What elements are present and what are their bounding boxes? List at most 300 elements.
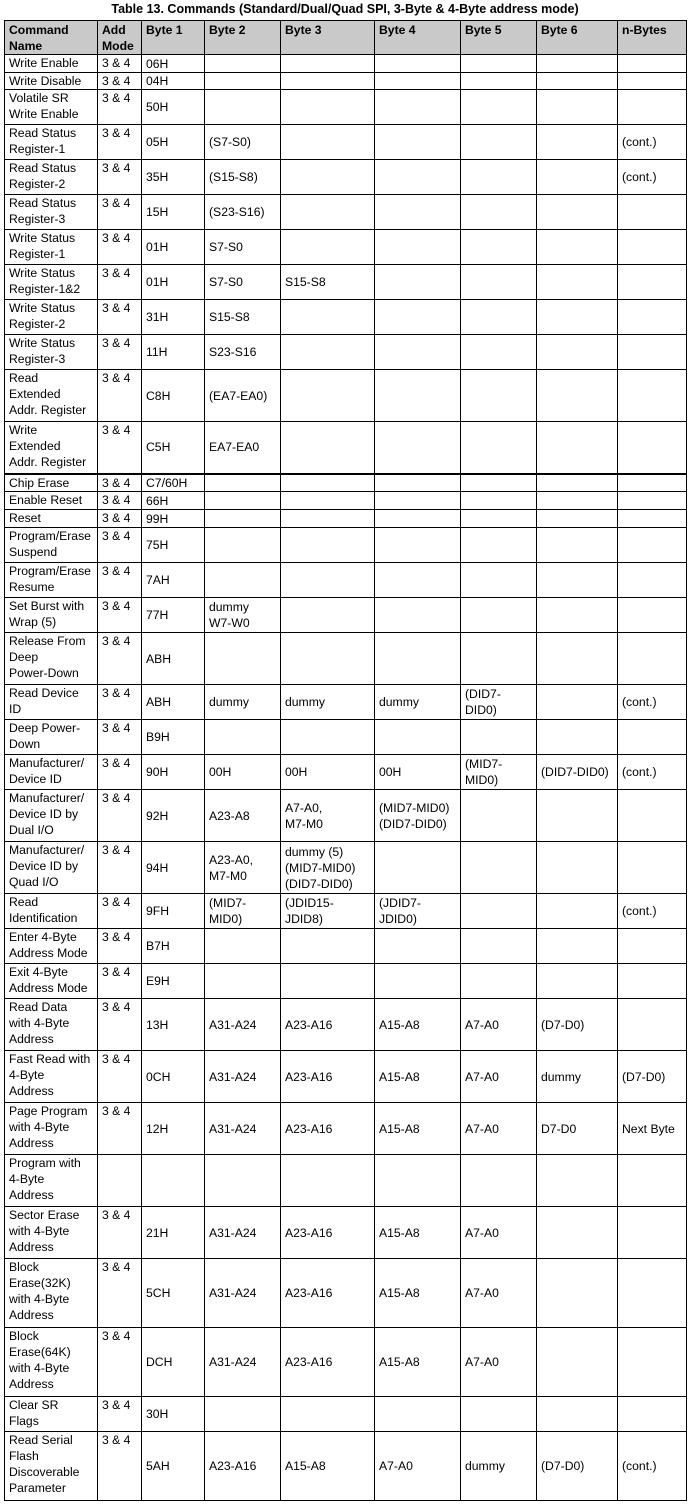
byte-5-cell xyxy=(461,265,537,300)
add-mode-cell: 3 & 4 xyxy=(98,720,142,755)
command-name-cell: Set Burst with Wrap (5) xyxy=(5,598,98,633)
byte-3-cell xyxy=(281,160,375,195)
add-mode-cell: 3 & 4 xyxy=(98,999,142,1051)
byte-6-cell xyxy=(537,1397,618,1432)
byte-4-cell xyxy=(375,160,461,195)
byte-1-cell: 01H xyxy=(142,230,205,265)
byte-5-cell xyxy=(461,1397,537,1432)
byte-5-cell: A7-A0 xyxy=(461,1207,537,1259)
table-row xyxy=(5,1397,687,1432)
byte-3-cell xyxy=(281,929,375,964)
add-mode-cell: 3 & 4 xyxy=(98,370,142,422)
n-bytes-cell xyxy=(618,563,687,598)
byte-2-cell xyxy=(205,510,281,528)
byte-4-cell: A15-A8 xyxy=(375,1103,461,1155)
byte-5-cell: A7-A0 xyxy=(461,1259,537,1328)
byte-1-cell: 31H xyxy=(142,300,205,335)
byte-3-cell xyxy=(281,633,375,685)
byte-1-cell: DCH xyxy=(142,1328,205,1397)
header-byte-2: Byte 2 xyxy=(205,21,281,55)
byte-1-cell: 21H xyxy=(142,1207,205,1259)
byte-2-cell: A31-A24 xyxy=(205,1207,281,1259)
n-bytes-cell xyxy=(618,230,687,265)
byte-6-cell xyxy=(537,964,618,999)
byte-1-cell: 92H xyxy=(142,790,205,842)
n-bytes-cell xyxy=(618,720,687,755)
command-name-cell: Read Status Register-3 xyxy=(5,195,98,230)
byte-3-cell xyxy=(281,964,375,999)
byte-2-cell xyxy=(205,720,281,755)
table-row xyxy=(5,73,687,90)
n-bytes-cell xyxy=(618,422,687,474)
add-mode-cell: 3 & 4 xyxy=(98,55,142,73)
byte-6-cell xyxy=(537,195,618,230)
byte-2-cell: A31-A24 xyxy=(205,1259,281,1328)
command-name-cell: Sector Erase with 4-Byte Address xyxy=(5,1207,98,1259)
table-row xyxy=(5,1207,687,1259)
byte-5-cell xyxy=(461,510,537,528)
byte-2-cell: S7-S0 xyxy=(205,230,281,265)
byte-4-cell xyxy=(375,335,461,370)
byte-4-cell: 00H xyxy=(375,755,461,790)
command-name-cell: Page Program with 4-Byte Address xyxy=(5,1103,98,1155)
byte-3-cell: dummy xyxy=(281,685,375,720)
add-mode-cell: 3 & 4 xyxy=(98,598,142,633)
byte-3-cell xyxy=(281,1397,375,1432)
byte-6-cell xyxy=(537,1207,618,1259)
byte-3-cell xyxy=(281,528,375,563)
byte-2-cell xyxy=(205,492,281,510)
command-name-cell: Read Data with 4-Byte Address xyxy=(5,999,98,1051)
n-bytes-cell xyxy=(618,370,687,422)
n-bytes-cell: (cont.) xyxy=(618,894,687,929)
command-name-cell: Release From Deep Power-Down xyxy=(5,633,98,685)
command-name-cell: Chip Erase xyxy=(5,474,98,492)
add-mode-cell: 3 & 4 xyxy=(98,528,142,563)
byte-2-cell: EA7-EA0 xyxy=(205,422,281,474)
byte-6-cell xyxy=(537,563,618,598)
byte-6-cell xyxy=(537,492,618,510)
n-bytes-cell: (cont.) xyxy=(618,160,687,195)
byte-3-cell xyxy=(281,55,375,73)
byte-2-cell: A31-A24 xyxy=(205,999,281,1051)
byte-3-cell xyxy=(281,73,375,90)
command-name-cell: Read Device ID xyxy=(5,685,98,720)
byte-2-cell: A31-A24 xyxy=(205,1328,281,1397)
table-row xyxy=(5,230,687,265)
byte-4-cell: A15-A8 xyxy=(375,999,461,1051)
n-bytes-cell: (cont.) xyxy=(618,685,687,720)
table-row xyxy=(5,790,687,842)
byte-2-cell: (S7-S0) xyxy=(205,125,281,160)
command-name-cell: Block Erase(32K) with 4-Byte Address xyxy=(5,1259,98,1328)
byte-3-cell xyxy=(281,300,375,335)
byte-3-cell xyxy=(281,1155,375,1207)
byte-1-cell: 94H xyxy=(142,842,205,894)
table-row xyxy=(5,265,687,300)
byte-6-cell: dummy xyxy=(537,1051,618,1103)
table-row xyxy=(5,335,687,370)
byte-5-cell xyxy=(461,422,537,474)
table-row xyxy=(5,510,687,528)
byte-5-cell xyxy=(461,230,537,265)
byte-2-cell xyxy=(205,528,281,563)
byte-1-cell: ABH xyxy=(142,685,205,720)
byte-5-cell xyxy=(461,790,537,842)
byte-2-cell xyxy=(205,90,281,125)
command-name-cell: Program/Erase Resume xyxy=(5,563,98,598)
byte-2-cell: S23-S16 xyxy=(205,335,281,370)
n-bytes-cell xyxy=(618,842,687,894)
byte-4-cell: A15-A8 xyxy=(375,1328,461,1397)
byte-2-cell: A23-A8 xyxy=(205,790,281,842)
command-name-cell: Read Serial Flash Discoverable Parameter xyxy=(5,1432,98,1501)
byte-3-cell xyxy=(281,474,375,492)
byte-6-cell xyxy=(537,598,618,633)
add-mode-cell: 3 & 4 xyxy=(98,894,142,929)
n-bytes-cell xyxy=(618,929,687,964)
byte-1-cell: C7/60H xyxy=(142,474,205,492)
table-row xyxy=(5,1328,687,1397)
header-byte-3: Byte 3 xyxy=(281,21,375,55)
byte-5-cell xyxy=(461,842,537,894)
byte-6-cell xyxy=(537,510,618,528)
byte-2-cell: S7-S0 xyxy=(205,265,281,300)
byte-3-cell: A23-A16 xyxy=(281,1051,375,1103)
command-name-cell: Read Extended Addr. Register xyxy=(5,370,98,422)
byte-4-cell xyxy=(375,195,461,230)
byte-4-cell: (JDID7- JDID0) xyxy=(375,894,461,929)
add-mode-cell: 3 & 4 xyxy=(98,1103,142,1155)
byte-3-cell xyxy=(281,492,375,510)
byte-2-cell: A31-A24 xyxy=(205,1051,281,1103)
byte-3-cell: A15-A8 xyxy=(281,1432,375,1501)
byte-6-cell xyxy=(537,125,618,160)
byte-5-cell xyxy=(461,370,537,422)
table-row xyxy=(5,370,687,422)
byte-3-cell: A23-A16 xyxy=(281,1259,375,1328)
add-mode-cell: 3 & 4 xyxy=(98,492,142,510)
command-name-cell: Program/Erase Suspend xyxy=(5,528,98,563)
header-command-name: Command Name xyxy=(5,21,98,55)
n-bytes-cell xyxy=(618,1155,687,1207)
byte-6-cell: D7-D0 xyxy=(537,1103,618,1155)
byte-1-cell: 30H xyxy=(142,1397,205,1432)
byte-2-cell: A31-A24 xyxy=(205,1103,281,1155)
byte-6-cell xyxy=(537,160,618,195)
add-mode-cell: 3 & 4 xyxy=(98,422,142,474)
table-row xyxy=(5,633,687,685)
byte-3-cell xyxy=(281,598,375,633)
byte-2-cell: A23-A16 xyxy=(205,1432,281,1501)
byte-2-cell xyxy=(205,474,281,492)
byte-2-cell xyxy=(205,929,281,964)
add-mode-cell: 3 & 4 xyxy=(98,633,142,685)
byte-4-cell xyxy=(375,633,461,685)
n-bytes-cell xyxy=(618,300,687,335)
byte-5-cell xyxy=(461,633,537,685)
command-name-cell: Read Identification xyxy=(5,894,98,929)
byte-6-cell xyxy=(537,894,618,929)
n-bytes-cell xyxy=(618,73,687,90)
header-byte-6: Byte 6 xyxy=(537,21,618,55)
add-mode-cell: 3 & 4 xyxy=(98,230,142,265)
byte-3-cell: A23-A16 xyxy=(281,1103,375,1155)
table-row xyxy=(5,474,687,492)
command-name-cell: Manufacturer/ Device ID by Quad I/O xyxy=(5,842,98,894)
byte-5-cell xyxy=(461,929,537,964)
add-mode-cell: 3 & 4 xyxy=(98,474,142,492)
byte-2-cell xyxy=(205,73,281,90)
n-bytes-cell xyxy=(618,1207,687,1259)
byte-3-cell: 00H xyxy=(281,755,375,790)
byte-6-cell xyxy=(537,265,618,300)
n-bytes-cell xyxy=(618,265,687,300)
command-name-cell: Deep Power- Down xyxy=(5,720,98,755)
byte-4-cell xyxy=(375,300,461,335)
command-name-cell: Enter 4-Byte Address Mode xyxy=(5,929,98,964)
byte-5-cell xyxy=(461,73,537,90)
n-bytes-cell: Next Byte xyxy=(618,1103,687,1155)
byte-4-cell xyxy=(375,125,461,160)
byte-3-cell xyxy=(281,335,375,370)
header-byte-1: Byte 1 xyxy=(142,21,205,55)
byte-4-cell: A7-A0 xyxy=(375,1432,461,1501)
add-mode-cell: 3 & 4 xyxy=(98,510,142,528)
add-mode-cell: 3 & 4 xyxy=(98,160,142,195)
byte-4-cell: A15-A8 xyxy=(375,1051,461,1103)
byte-1-cell: 35H xyxy=(142,160,205,195)
byte-5-cell xyxy=(461,55,537,73)
add-mode-cell: 3 & 4 xyxy=(98,195,142,230)
add-mode-cell: 3 & 4 xyxy=(98,1259,142,1328)
add-mode-cell: 3 & 4 xyxy=(98,685,142,720)
table-row xyxy=(5,563,687,598)
n-bytes-cell xyxy=(618,1259,687,1328)
byte-3-cell xyxy=(281,125,375,160)
byte-5-cell xyxy=(461,335,537,370)
byte-2-cell xyxy=(205,1397,281,1432)
byte-4-cell xyxy=(375,370,461,422)
command-name-cell: Write Status Register-1&2 xyxy=(5,265,98,300)
add-mode-cell: 3 & 4 xyxy=(98,1397,142,1432)
byte-5-cell: A7-A0 xyxy=(461,1103,537,1155)
add-mode-cell xyxy=(98,1155,142,1207)
command-name-cell: Write Status Register-3 xyxy=(5,335,98,370)
byte-4-cell xyxy=(375,598,461,633)
byte-2-cell xyxy=(205,563,281,598)
command-name-cell: Manufacturer/ Device ID xyxy=(5,755,98,790)
command-name-cell: Reset xyxy=(5,510,98,528)
byte-2-cell: S15-S8 xyxy=(205,300,281,335)
table-row xyxy=(5,842,687,894)
table-row xyxy=(5,598,687,633)
byte-2-cell: dummy xyxy=(205,685,281,720)
byte-1-cell: 12H xyxy=(142,1103,205,1155)
table-row xyxy=(5,422,687,474)
byte-5-cell: A7-A0 xyxy=(461,999,537,1051)
byte-2-cell: (MID7- MID0) xyxy=(205,894,281,929)
add-mode-cell: 3 & 4 xyxy=(98,842,142,894)
byte-1-cell: 13H xyxy=(142,999,205,1051)
byte-4-cell xyxy=(375,528,461,563)
table-row xyxy=(5,755,687,790)
table-row xyxy=(5,894,687,929)
byte-2-cell: dummy W7-W0 xyxy=(205,598,281,633)
command-name-cell: Read Status Register-1 xyxy=(5,125,98,160)
command-name-cell: Write Enable xyxy=(5,55,98,73)
byte-1-cell: 11H xyxy=(142,335,205,370)
add-mode-cell: 3 & 4 xyxy=(98,265,142,300)
byte-4-cell xyxy=(375,720,461,755)
byte-3-cell xyxy=(281,370,375,422)
n-bytes-cell xyxy=(618,492,687,510)
table-row xyxy=(5,195,687,230)
byte-1-cell: 90H xyxy=(142,755,205,790)
n-bytes-cell xyxy=(618,510,687,528)
table-row xyxy=(5,1051,687,1103)
byte-5-cell xyxy=(461,964,537,999)
n-bytes-cell xyxy=(618,964,687,999)
byte-5-cell: A7-A0 xyxy=(461,1051,537,1103)
table-row xyxy=(5,125,687,160)
byte-3-cell xyxy=(281,230,375,265)
table-row xyxy=(5,999,687,1051)
n-bytes-cell xyxy=(618,790,687,842)
n-bytes-cell: (D7-D0) xyxy=(618,1051,687,1103)
byte-6-cell: (D7-D0) xyxy=(537,999,618,1051)
byte-1-cell: 01H xyxy=(142,265,205,300)
byte-5-cell: (DID7- DID0) xyxy=(461,685,537,720)
byte-6-cell xyxy=(537,929,618,964)
byte-6-cell xyxy=(537,1155,618,1207)
byte-4-cell xyxy=(375,929,461,964)
byte-5-cell: (MID7- MID0) xyxy=(461,755,537,790)
byte-3-cell: A7-A0, M7-M0 xyxy=(281,790,375,842)
table-row xyxy=(5,55,687,73)
byte-1-cell: 50H xyxy=(142,90,205,125)
byte-4-cell xyxy=(375,55,461,73)
byte-4-cell xyxy=(375,90,461,125)
n-bytes-cell xyxy=(618,633,687,685)
byte-6-cell xyxy=(537,720,618,755)
add-mode-cell: 3 & 4 xyxy=(98,929,142,964)
command-name-cell: Program with 4-Byte Address xyxy=(5,1155,98,1207)
byte-6-cell xyxy=(537,633,618,685)
byte-4-cell xyxy=(375,1155,461,1207)
byte-5-cell xyxy=(461,598,537,633)
byte-5-cell: A7-A0 xyxy=(461,1328,537,1397)
byte-5-cell xyxy=(461,563,537,598)
byte-4-cell: (MID7-MID0) (DID7-DID0) xyxy=(375,790,461,842)
byte-3-cell xyxy=(281,720,375,755)
n-bytes-cell: (cont.) xyxy=(618,125,687,160)
byte-5-cell xyxy=(461,720,537,755)
byte-5-cell xyxy=(461,90,537,125)
byte-1-cell: 9FH xyxy=(142,894,205,929)
command-name-cell: Block Erase(64K) with 4-Byte Address xyxy=(5,1328,98,1397)
byte-1-cell: 5CH xyxy=(142,1259,205,1328)
byte-3-cell: A23-A16 xyxy=(281,999,375,1051)
byte-6-cell xyxy=(537,1328,618,1397)
byte-4-cell xyxy=(375,422,461,474)
table-row xyxy=(5,492,687,510)
byte-5-cell xyxy=(461,894,537,929)
command-name-cell: Manufacturer/ Device ID by Dual I/O xyxy=(5,790,98,842)
command-name-cell: Volatile SR Write Enable xyxy=(5,90,98,125)
byte-2-cell xyxy=(205,633,281,685)
add-mode-cell: 3 & 4 xyxy=(98,90,142,125)
byte-2-cell xyxy=(205,1155,281,1207)
byte-6-cell xyxy=(537,335,618,370)
byte-1-cell: 5AH xyxy=(142,1432,205,1501)
byte-5-cell xyxy=(461,492,537,510)
byte-6-cell xyxy=(537,685,618,720)
table-row xyxy=(5,1259,687,1328)
byte-1-cell: 04H xyxy=(142,73,205,90)
byte-1-cell: B7H xyxy=(142,929,205,964)
byte-5-cell xyxy=(461,160,537,195)
command-name-cell: Read Status Register-2 xyxy=(5,160,98,195)
add-mode-cell: 3 & 4 xyxy=(98,1432,142,1501)
add-mode-cell: 3 & 4 xyxy=(98,73,142,90)
n-bytes-cell xyxy=(618,598,687,633)
byte-4-cell xyxy=(375,230,461,265)
byte-6-cell: (DID7-DID0) xyxy=(537,755,618,790)
byte-6-cell xyxy=(537,90,618,125)
command-name-cell: Write Status Register-1 xyxy=(5,230,98,265)
command-name-cell: Write Disable xyxy=(5,73,98,90)
add-mode-cell: 3 & 4 xyxy=(98,790,142,842)
byte-1-cell: 0CH xyxy=(142,1051,205,1103)
byte-5-cell xyxy=(461,474,537,492)
table-row xyxy=(5,964,687,999)
byte-6-cell xyxy=(537,422,618,474)
n-bytes-cell xyxy=(618,1328,687,1397)
add-mode-cell: 3 & 4 xyxy=(98,1328,142,1397)
byte-5-cell xyxy=(461,125,537,160)
byte-2-cell: A23-A0, M7-M0 xyxy=(205,842,281,894)
table-row xyxy=(5,528,687,563)
table-row xyxy=(5,1155,687,1207)
byte-1-cell xyxy=(142,1155,205,1207)
commands-table xyxy=(4,20,687,1501)
byte-2-cell xyxy=(205,55,281,73)
byte-1-cell: 05H xyxy=(142,125,205,160)
byte-5-cell xyxy=(461,1155,537,1207)
byte-1-cell: 7AH xyxy=(142,563,205,598)
table-row xyxy=(5,300,687,335)
n-bytes-cell xyxy=(618,528,687,563)
byte-1-cell: C5H xyxy=(142,422,205,474)
byte-1-cell: C8H xyxy=(142,370,205,422)
byte-5-cell xyxy=(461,300,537,335)
table-row xyxy=(5,720,687,755)
command-name-cell: Write Extended Addr. Register xyxy=(5,422,98,474)
byte-3-cell: S15-S8 xyxy=(281,265,375,300)
byte-4-cell xyxy=(375,510,461,528)
byte-4-cell xyxy=(375,265,461,300)
table-row xyxy=(5,160,687,195)
byte-6-cell: (D7-D0) xyxy=(537,1432,618,1501)
byte-1-cell: 66H xyxy=(142,492,205,510)
byte-1-cell: 75H xyxy=(142,528,205,563)
byte-3-cell xyxy=(281,563,375,598)
byte-1-cell: E9H xyxy=(142,964,205,999)
byte-3-cell: A23-A16 xyxy=(281,1207,375,1259)
n-bytes-cell xyxy=(618,999,687,1051)
byte-1-cell: 15H xyxy=(142,195,205,230)
